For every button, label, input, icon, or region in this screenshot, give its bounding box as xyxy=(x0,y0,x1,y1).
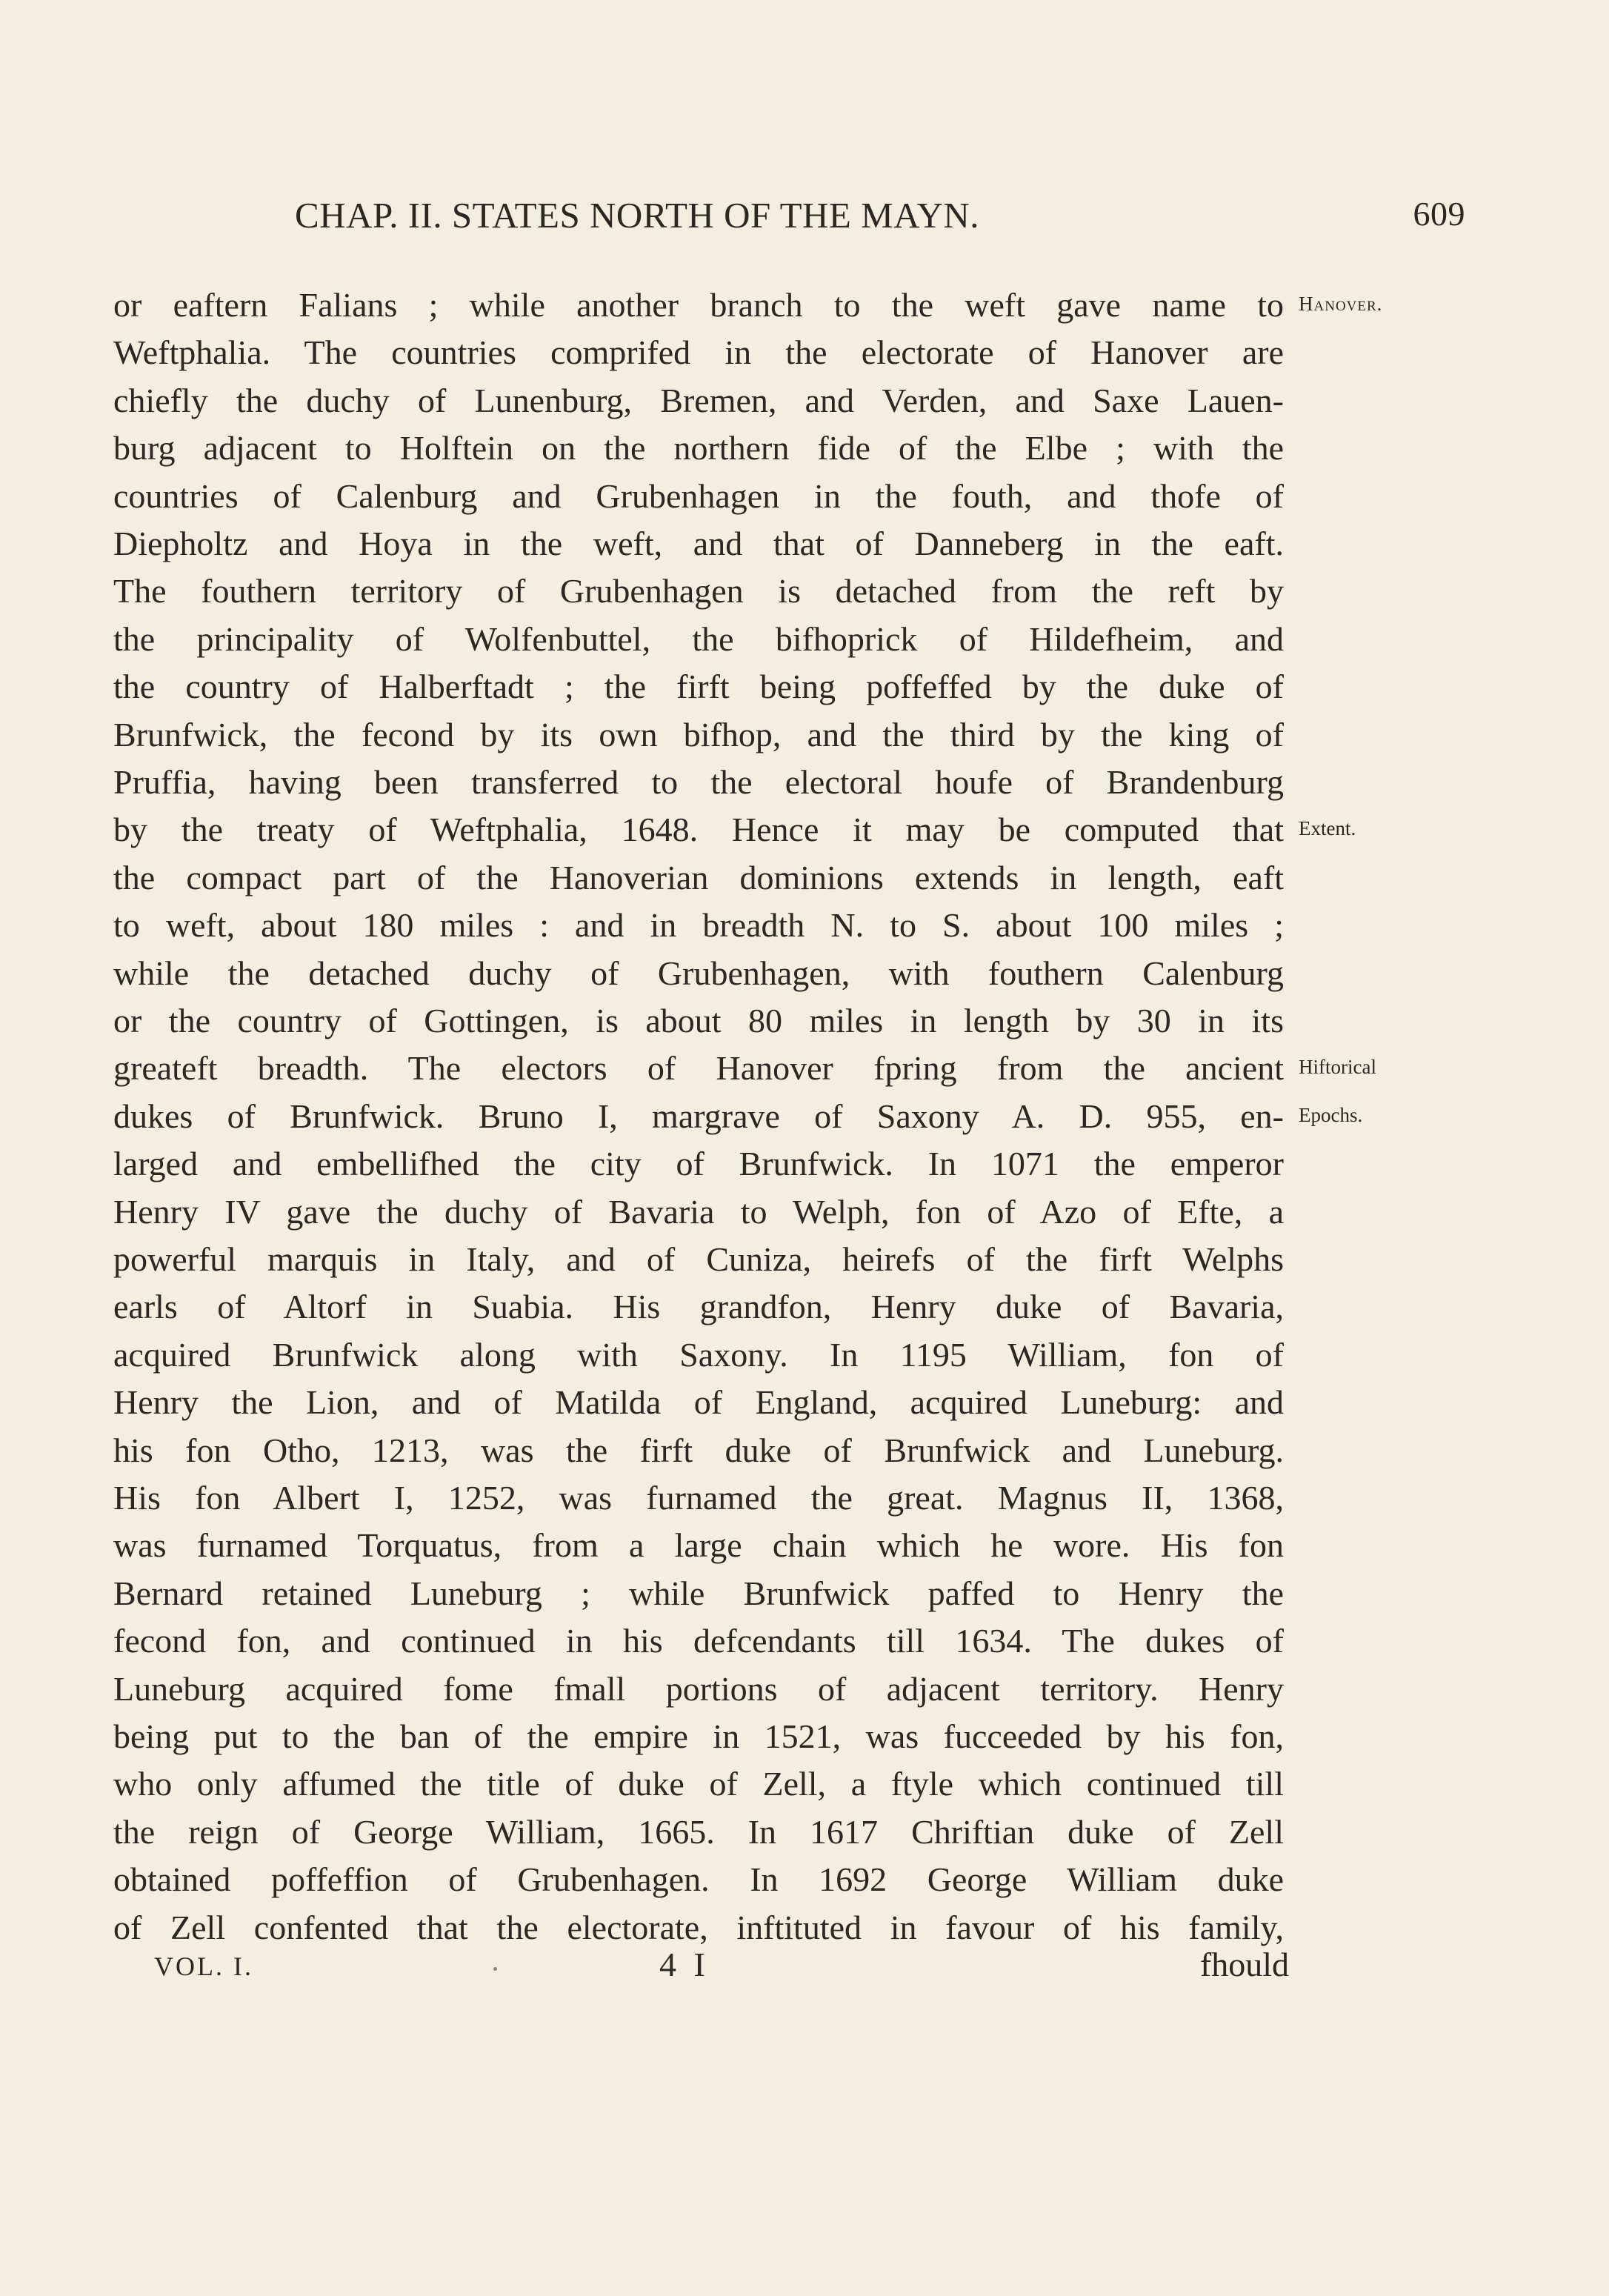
text-line: dukes of Brunfwick. Bruno I, margrave of Saxony A. D. 955, en- xyxy=(113,1097,1284,1135)
text-line: who only affumed the title of duke of Zell, a ftyle which continued till xyxy=(113,1765,1284,1803)
text-line: fecond fon, and continued in his defcendants till 1634. The dukes of xyxy=(113,1622,1284,1660)
text-line: was furnamed Torquatus, from a large chain which he wore. His fon xyxy=(113,1526,1284,1565)
text-line: Weftphalia. The countries comprifed in the electorate of Hanover are xyxy=(113,333,1284,372)
text-line: Henry IV gave the duchy of Bavaria to Welph, fon of Azo of Efte, a xyxy=(113,1192,1284,1231)
text-line: Pruffia, having been transferred to the electoral houfe of Brandenburg xyxy=(113,763,1284,801)
text-line: obtained poffeffion of Grubenhagen. In 1692 George William duke xyxy=(113,1860,1284,1899)
text-line: His fon Albert I, 1252, was furnamed the great. Magnus II, 1368, xyxy=(113,1479,1284,1517)
volume-label: VOL. I. xyxy=(154,1951,253,1981)
text-line: powerful marquis in Italy, and of Cuniza, heirefs of the firft Welphs xyxy=(113,1240,1284,1278)
footer-mark xyxy=(493,1967,497,1971)
text-line: burg adjacent to Holftein on the northern fide of the Elbe ; with the xyxy=(113,429,1284,467)
margin-note: Hiftorical xyxy=(1299,1056,1376,1079)
header-title: CHAP. II. STATES NORTH OF THE MAYN. xyxy=(295,195,980,236)
margin-note: Extent. xyxy=(1299,817,1356,840)
text-line: chiefly the duchy of Lunenburg, Bremen, and Verden, and Saxe Lauen- xyxy=(113,381,1284,419)
text-line: the compact part of the Hanoverian dominions extends in length, eaft xyxy=(113,858,1284,896)
text-line: Luneburg acquired fome fmall portions of adjacent territory. Henry xyxy=(113,1669,1284,1708)
margin-note: Epochs. xyxy=(1299,1103,1363,1126)
text-line: to weft, about 180 miles : and in breadth N. to S. about 100 miles ; xyxy=(113,906,1284,945)
text-line: the reign of George William, 1665. In 1617 Chriftian duke of Zell xyxy=(113,1812,1284,1851)
text-line: greateft breadth. The electors of Hanover fpring from the ancient xyxy=(113,1049,1284,1088)
running-header xyxy=(295,194,1465,246)
page-number: 609 xyxy=(1413,195,1465,233)
text-line: Bernard retained Luneburg ; while Brunfwick paffed to Henry the xyxy=(113,1574,1284,1612)
text-line: countries of Calenburg and Grubenhagen in the fouth, and thofe of xyxy=(113,476,1284,515)
text-line: larged and embellifhed the city of Brunfwick. In 1071 the emperor xyxy=(113,1145,1284,1183)
text-line: of Zell confented that the electorate, inftituted in favour of his family, xyxy=(113,1908,1284,1946)
text-line: the country of Halberftadt ; the firft being poffeffed by the duke of xyxy=(113,668,1284,706)
text-line: Diepholtz and Hoya in the weft, and that of Danneberg in the eaft. xyxy=(113,525,1284,562)
margin-note: Hanover. xyxy=(1299,293,1383,315)
page-footer xyxy=(154,1945,1289,1992)
text-line: The fouthern territory of Grubenhagen is detached from the reft by xyxy=(113,572,1284,610)
text-line: Henry the Lion, and of Matilda of England, acquired Luneburg: and xyxy=(113,1383,1284,1422)
signature-mark: 4 I xyxy=(659,1946,710,1983)
text-line: being put to the ban of the empire in 1521, was fucceeded by his fon, xyxy=(113,1717,1284,1755)
text-line: his fon Otho, 1213, was the firft duke of Brunfwick and Luneburg. xyxy=(113,1431,1284,1469)
text-line: Brunfwick, the fecond by its own bifhop, and the third by the king of xyxy=(113,715,1284,753)
text-line: while the detached duchy of Grubenhagen, with fouthern Calenburg xyxy=(113,954,1284,992)
text-line: the principality of Wolfenbuttel, the bifhoprick of Hildefheim, and xyxy=(113,619,1284,658)
text-line: acquired Brunfwick along with Saxony. In 1195 William, fon of xyxy=(113,1335,1284,1374)
text-line: or the country of Gottingen, is about 80 miles in length by 30 in its xyxy=(113,1002,1284,1039)
text-line: earls of Altorf in Suabia. His grandfon, Henry duke of Bavaria, xyxy=(113,1288,1284,1326)
text-line: by the treaty of Weftphalia, 1648. Hence it may be computed that xyxy=(113,811,1284,849)
text-line: or eaftern Falians ; while another branch to the weft gave name to xyxy=(113,286,1284,324)
catchword: fhould xyxy=(1199,1946,1289,1983)
